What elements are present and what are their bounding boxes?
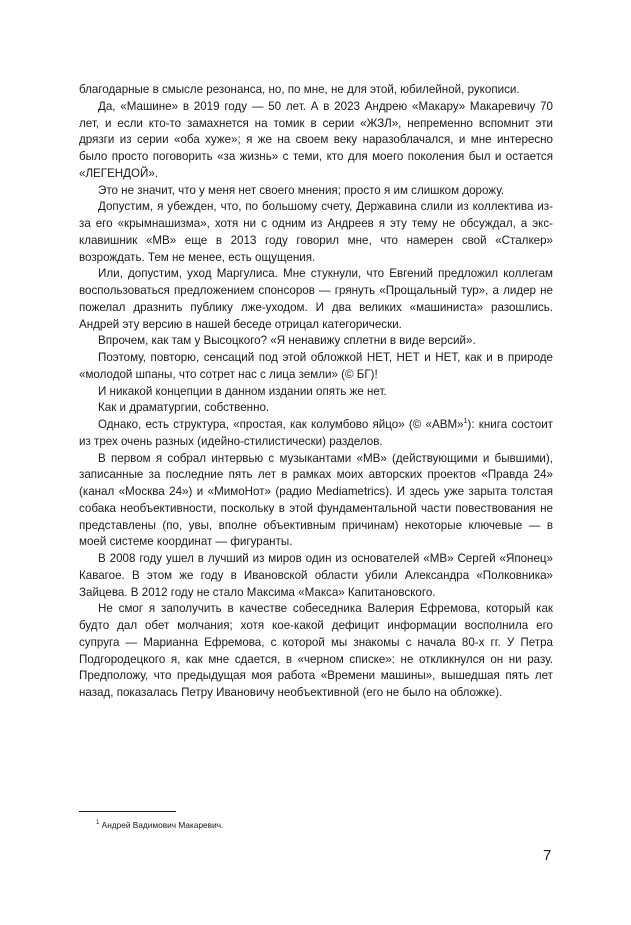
footnote [96,820,223,831]
paragraph: Допустим, я убежден, что, по большому счету, Державина слили из коллектива из-за его «крымнашизма», хотя ни с одним из Андреев я эту тему не обсуждал, а экс-клавишник «МВ» еще в 2013 году говорил мне, что намерен свой «Сталкер» возрождать. Тем не менее, есть ощущения. [79,200,553,264]
footnote-divider [79,811,176,812]
paragraph: В первом я собрал интервью с музыкантами «МВ» (действующими и бывшими), записанные за последние пять лет в рамках моих авторских проектов «Правда 24» (канал «Москва 24») и «МимоНот» (радио Mediametrics). И здесь уже зарыта толстая собака необъективности, поскольку в этой фундаментальной части повествования не представлены (по, увы, вполне объективным причинам) некоторые ключевые — в моей системе координат — фигуранты. [79,451,553,549]
paragraph [79,417,553,451]
paragraph: Или, допустим, уход Маргулиса. Мне стукнули, что Евгений предложил коллегам воспользоваться предложением спонсоров — грянуть «Прощальный тур», а лидер не пожелал дразнить публику лже-уходом. И два великих «машиниста» разошлись. Андрей эту версию в нашей беседе отрицал категорически. [79,267,553,331]
paragraph: Как и драматургии, собственно. [98,401,270,415]
paragraph: Да, «Машине» в 2019 году — 50 лет. А в 2023 Андрею «Макару» Макаревичу 70 лет, и если кто-то замахнется на томик в серии «ЖЗЛ», непременно вспомнит эти дрязги из серии «оба хуже»; я же на своем веку наразоблачался, и мне интересно было просто поговорить «за жизнь» с теми, кто для моего поколения был и остается «ЛЕГЕНДОЙ». [79,99,553,180]
paragraph: В 2008 году ушел в лучший из миров один из основателей «МВ» Сергей «Японец» Кавагое. В этом же году в Ивановской области убили Александра «Полковника» Зайцева. В 2012 году не стало Максима «Макса» Капитановского. [79,552,553,599]
paragraph: И никакой концепции в данном издании опять же нет. [98,384,387,398]
paragraph: Не смог я заполучить в качестве собеседника Валерия Ефремова, который как будто дал обет молчания; хотя кое-какой дефицит информации восполнила его супруга — Марианна Ефремова, с которой мы знакомы с начала 80-х гг. У Петра Подгородецкого я, как мне сдается, в «черном списке»: не откликнулся он ни разу. Предположу, что предыдущая моя работа «Времени машины», вышедшая пять лет назад, показалась Петру Ивановичу необъективной (его не было на обложке). [79,602,553,699]
paragraph-text-after-footnote: ): книга состоит из трех очень разных (идейно-стилистически) разделов. [79,418,553,448]
paragraph: Впрочем, как там у Высоцкого? «Я ненавижу сплетни в виде версий». [98,334,476,348]
paragraph: Это не значит, что у меня нет своего мнения; просто я им слишком дорожу. [98,183,505,197]
page-number: 7 [543,847,552,864]
footnote-reference: 1 [463,418,468,426]
paragraph: благодарные в смысле резонанса, но, по мне, не для этой, юбилейной, рукописи. [79,83,520,96]
paragraph: Поэтому, повторю, сенсаций под этой обложкой НЕТ, НЕТ и НЕТ, как и в природе «молодой шпаны, что сотрет нас с лица земли» (© БГ)! [79,351,553,381]
footnote-text: Андрей Вадимович Макаревич. [101,820,224,830]
paragraph-text-before-footnote: Однако, есть структура, «простая, как колумбово яйцо» (© «АВМ» [98,418,464,431]
page-body-text [79,82,553,702]
footnote-marker: 1 [96,820,100,827]
